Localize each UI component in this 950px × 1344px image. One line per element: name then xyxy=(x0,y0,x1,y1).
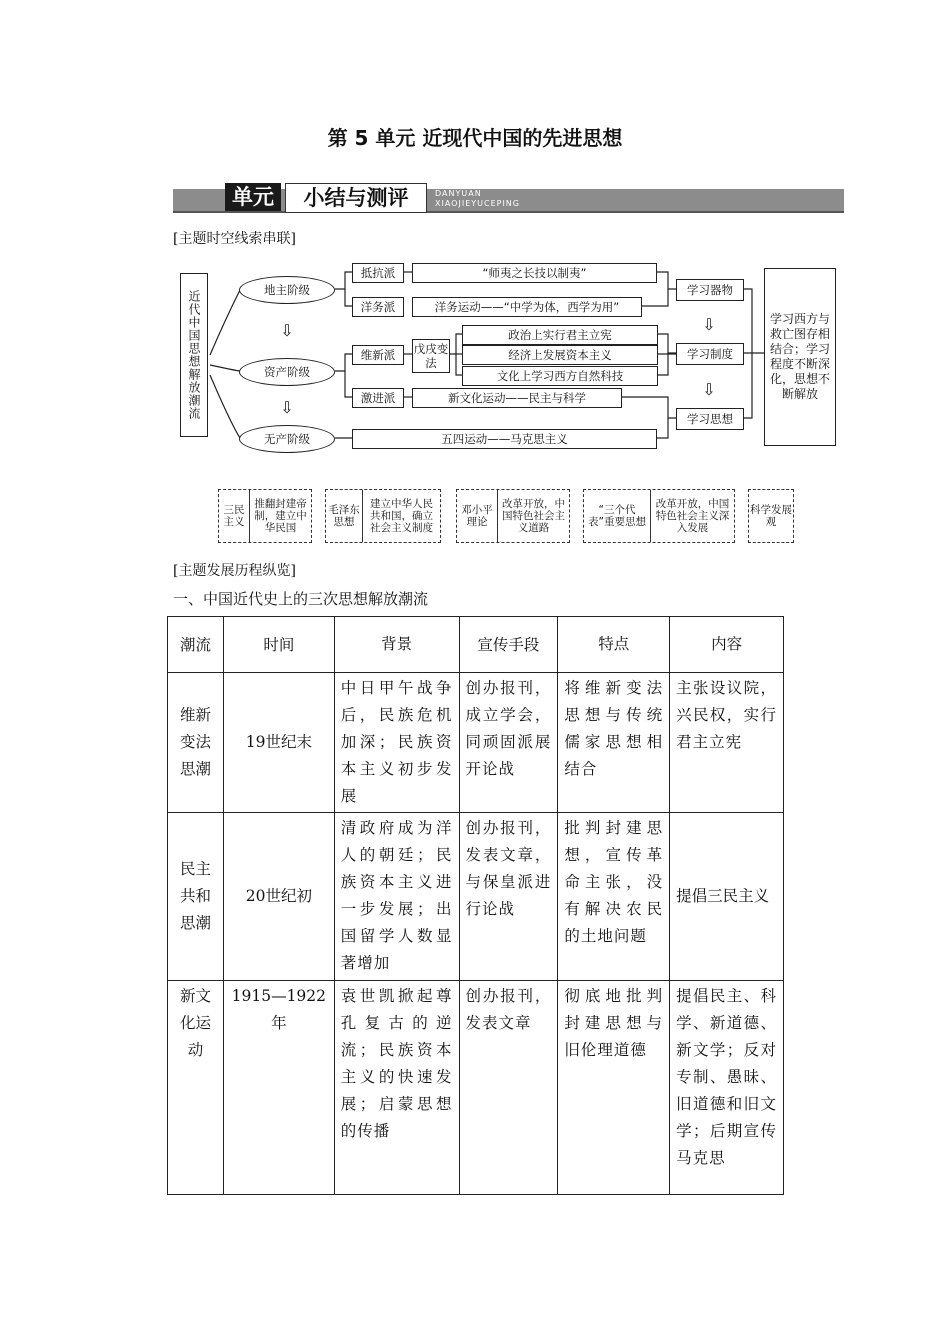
class-proletariat: 无产阶级 xyxy=(239,425,335,453)
table-cell: 20世纪初 xyxy=(223,813,334,981)
table-cell: 主张设议院，兴民权，实行君主立宪 xyxy=(670,673,784,813)
banner-pinyin: DANYUAN XIAOJIEYUCEPING xyxy=(435,189,520,208)
theory-card: “三个代表”重要思想 改革开放，中国特色社会主义深入发展 xyxy=(583,489,735,543)
table-header: 宣传手段 xyxy=(459,617,558,673)
item-resist: “师夷之长技以制夷” xyxy=(412,263,657,283)
item-economy: 经济上发展资本主义 xyxy=(462,345,658,365)
faction-reform: 维新派 xyxy=(352,345,404,365)
table-cell: 创办报刊，发表文章，与保皇派进行论战 xyxy=(459,813,558,981)
table-header: 特点 xyxy=(558,617,670,673)
arrow-down-icon: ⇩ xyxy=(702,380,716,399)
learn-thought: 学习思想 xyxy=(676,408,744,430)
table-cell: 创办报刊，发表文章 xyxy=(459,981,558,1195)
table-header-row xyxy=(168,617,784,673)
table-cell: 提倡民主、科学、新道德、新文学；反对专制、愚昧、旧道德和旧文学；后期宣传马克思 xyxy=(670,981,784,1195)
table-header: 潮流 xyxy=(168,617,224,673)
table-cell: 提倡三民主义 xyxy=(670,813,784,981)
table-header: 内容 xyxy=(670,617,784,673)
section-heading-overview: [主题发展历程纵览] xyxy=(173,563,296,579)
item-newculture: 新文化运动——民主与科学 xyxy=(412,388,622,408)
table-cell: 中日甲午战争后，民族危机加深；民族资本主义初步发展 xyxy=(334,673,459,813)
table-row xyxy=(168,813,784,981)
arrow-down-icon: ⇩ xyxy=(280,321,294,340)
table-header: 背景 xyxy=(334,617,459,673)
table-cell: 将维新变法思想与传统儒家思想相结合 xyxy=(558,673,670,813)
table-cell: 维新变法思潮 xyxy=(168,673,224,813)
table-cell: 民主共和思潮 xyxy=(168,813,224,981)
table-cell: 袁世凯掀起尊孔复古的逆流；民族资本主义的快速发展；启蒙思想的传播 xyxy=(334,981,459,1195)
table-header: 时间 xyxy=(223,617,334,673)
table-cell: 批判封建思想，宣传革命主张，没有解决农民的土地问题 xyxy=(558,813,670,981)
table-row xyxy=(168,981,784,1195)
table-cell: 1915—1922年 xyxy=(223,981,334,1195)
item-politics: 政治上实行君主立宪 xyxy=(462,325,658,345)
diagram-left-label: 近代中国思想解放潮流 xyxy=(180,273,208,437)
theory-card: 毛泽东思想 建立中华人民共和国，确立社会主义制度 xyxy=(325,489,441,543)
banner-label-unit: 单元 xyxy=(225,183,281,211)
item-wuxu: 戊戌变法 xyxy=(412,339,450,373)
theory-card: 三民主义 推翻封建帝制，建立中华民国 xyxy=(218,489,312,543)
concept-diagram xyxy=(0,0,950,560)
table-cell: 彻底地批判封建思想与旧伦理道德 xyxy=(558,981,670,1195)
table-cell: 创办报刊，成立学会，同顽固派展开论战 xyxy=(459,673,558,813)
banner-label-summary: 小结与测评 xyxy=(285,183,427,213)
item-yangwu: 洋务运动——“中学为体，西学为用” xyxy=(412,297,642,317)
diagram-summary: 学习西方与救亡图存相结合；学习程度不断深化，思想不断解放 xyxy=(764,268,836,446)
faction-radical: 激进派 xyxy=(352,388,404,408)
table-cell: 新文化运动 xyxy=(168,981,224,1195)
item-culture: 文化上学习西方自然科技 xyxy=(462,366,658,386)
arrow-down-icon: ⇩ xyxy=(280,398,294,417)
theory-card: 邓小平理论 改革开放，中国特色社会主义道路 xyxy=(456,489,570,543)
subheading: 一、中国近代史上的三次思想解放潮流 xyxy=(173,590,429,608)
section-heading-timeline: [主题时空线索串联] xyxy=(173,231,296,247)
page-title: 第 5 单元 近现代中国的先进思想 xyxy=(327,126,623,150)
table-row xyxy=(168,673,784,813)
table-cell: 清政府成为洋人的朝廷；民族资本主义进一步发展；出国留学人数显著增加 xyxy=(334,813,459,981)
arrow-down-icon: ⇩ xyxy=(702,315,716,334)
learn-system: 学习制度 xyxy=(676,343,744,365)
thought-trends-table xyxy=(167,616,784,1195)
item-may4: 五四运动——马克思主义 xyxy=(352,429,657,449)
theory-card: 科学发展观 xyxy=(748,489,794,543)
faction-resist: 抵抗派 xyxy=(352,263,404,283)
class-bourgeois: 资产阶级 xyxy=(239,358,335,386)
faction-yangwu: 洋务派 xyxy=(352,297,404,317)
table-cell: 19世纪末 xyxy=(223,673,334,813)
learn-objects: 学习器物 xyxy=(676,279,744,301)
class-landlord: 地主阶级 xyxy=(239,276,335,304)
